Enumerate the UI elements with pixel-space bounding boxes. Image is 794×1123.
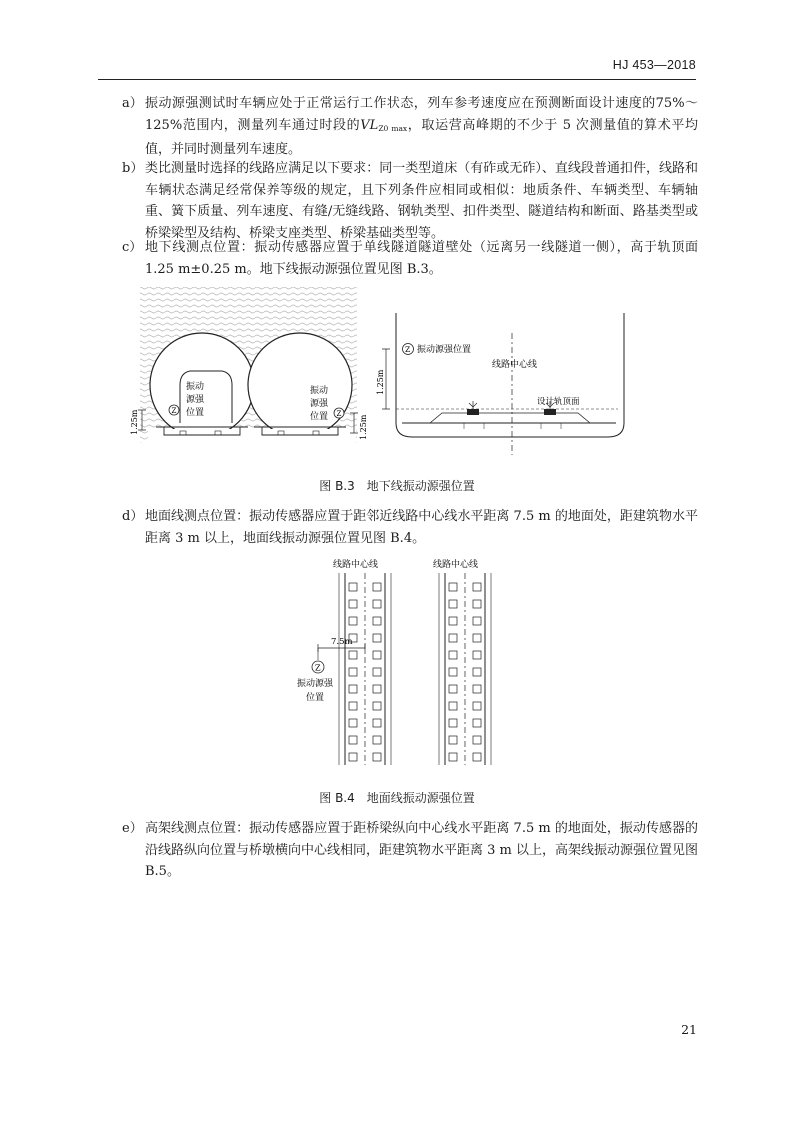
running-header: HJ 453—2018 bbox=[612, 58, 696, 72]
tunnel-wall bbox=[396, 313, 624, 437]
figure-b3-caption: 图 B.3 地下线振动源强位置 bbox=[319, 479, 475, 493]
figure-b3 bbox=[120, 285, 640, 455]
sleeper bbox=[373, 583, 381, 591]
list-item-e bbox=[122, 818, 698, 883]
item-label: c） bbox=[122, 240, 143, 255]
sleeper bbox=[473, 719, 481, 727]
right-label-line: 位置 bbox=[310, 412, 329, 422]
list-item-d bbox=[122, 506, 698, 549]
sleeper bbox=[473, 668, 481, 676]
sleeper bbox=[349, 583, 357, 591]
rail-top-label: 设计轨顶面 bbox=[537, 397, 580, 407]
figure-b4-caption: 图 B.4 地面线振动源强位置 bbox=[319, 791, 475, 805]
sleeper bbox=[473, 583, 481, 591]
item-text: 地下线测点位置：振动传感器应置于单线隧道隧道壁处（远离另一线隧道一侧），高于轨顶面 1.25 m±0.25 m。地下线振动源强位置见图 B.3。 bbox=[145, 240, 698, 277]
sensor-glyph: Z bbox=[405, 345, 411, 354]
sleeper bbox=[349, 702, 357, 710]
sleeper bbox=[349, 685, 357, 693]
list-item-b bbox=[122, 158, 698, 244]
sleeper bbox=[473, 651, 481, 659]
sleeper bbox=[373, 753, 381, 761]
sleeper bbox=[449, 651, 457, 659]
right-label-line: 振动 bbox=[310, 386, 329, 396]
dim-vertical: 1.25m bbox=[376, 369, 385, 395]
sleeper bbox=[349, 651, 357, 659]
sleeper bbox=[449, 736, 457, 744]
sleeper bbox=[449, 685, 457, 693]
dim-7-5m: 7.5m bbox=[331, 637, 353, 647]
figure-b4 bbox=[285, 555, 505, 770]
sleeper bbox=[373, 719, 381, 727]
sleeper bbox=[349, 668, 357, 676]
variable-subscript: Z0 max bbox=[378, 123, 408, 133]
sleeper bbox=[373, 600, 381, 608]
sleeper bbox=[449, 668, 457, 676]
dim-right: 1.25m bbox=[359, 414, 368, 440]
item-text bbox=[122, 93, 698, 161]
sleeper bbox=[349, 753, 357, 761]
right-label-line: 源强 bbox=[310, 399, 329, 409]
variable-vl: VL bbox=[360, 117, 379, 133]
sleeper bbox=[373, 736, 381, 744]
page-number: 21 bbox=[681, 1022, 697, 1037]
left-label-line: 源强 bbox=[186, 395, 205, 405]
left-label-line: 位置 bbox=[186, 408, 205, 418]
sleeper bbox=[373, 651, 381, 659]
item-text-pre: 振动源强测试时车辆应处于正常运行工作状态，列车参考速度应在预测断面设计速度的75%～125%范围内，测量列车通过时段的 bbox=[145, 96, 698, 133]
sensor-label-line: 振动源强 bbox=[297, 679, 334, 689]
sensor-label: 振动源强位置 bbox=[417, 345, 472, 355]
tunnel-right bbox=[248, 333, 352, 437]
sleeper bbox=[373, 685, 381, 693]
dim-left: 1.25m bbox=[130, 409, 139, 435]
sleeper bbox=[473, 685, 481, 693]
sleeper bbox=[473, 702, 481, 710]
sleeper bbox=[349, 600, 357, 608]
sensor-glyph: Z bbox=[315, 663, 321, 673]
sleeper bbox=[349, 719, 357, 727]
sleeper bbox=[449, 753, 457, 761]
sleeper bbox=[473, 600, 481, 608]
sleeper bbox=[373, 634, 381, 642]
sleeper bbox=[449, 583, 457, 591]
sleeper bbox=[373, 702, 381, 710]
sleeper bbox=[449, 617, 457, 625]
sensor-glyph: Z bbox=[171, 407, 177, 415]
sleeper bbox=[473, 753, 481, 761]
sensor-glyph: Z bbox=[336, 410, 342, 418]
item-text: 地面线测点位置：振动传感器应置于距邻近线路中心线水平距离 7.5 m 的地面处，距建筑物水平距离 3 m 以上，地面线振动源强位置见图 B.4。 bbox=[145, 509, 698, 546]
list-item-a bbox=[122, 93, 698, 161]
sleeper bbox=[349, 736, 357, 744]
sleeper bbox=[473, 736, 481, 744]
sleeper bbox=[449, 634, 457, 642]
sleeper bbox=[449, 719, 457, 727]
left-label-line: 振动 bbox=[186, 382, 205, 392]
sleeper bbox=[449, 702, 457, 710]
item-label: b） bbox=[122, 161, 144, 176]
list-item-c bbox=[122, 237, 698, 280]
item-label: a） bbox=[122, 96, 143, 111]
item-text: 高架线测点位置：振动传感器应置于距桥梁纵向中心线水平距离 7.5 m 的地面处，振动传感器的沿线路纵向位置与桥墩横向中心线相同，距建筑物水平距离 3 m 以上，高架线振动源强位置见图 B.5。 bbox=[145, 821, 698, 879]
item-label: d） bbox=[122, 509, 144, 524]
sleeper bbox=[373, 668, 381, 676]
header-rule bbox=[98, 79, 696, 80]
centerline-label: 线路中心线 bbox=[492, 360, 538, 370]
sleeper bbox=[349, 617, 357, 625]
item-label: e） bbox=[122, 821, 143, 836]
sleeper bbox=[373, 617, 381, 625]
sleeper bbox=[473, 617, 481, 625]
sleeper bbox=[449, 600, 457, 608]
item-text: 类比测量时选择的线路应满足以下要求：同一类型道床（有砟或无砟）、直线段普通扣件，线路和车辆状态满足经常保养等级的规定，且下列条件应相同或相似：地质条件、车辆类型、车辆轴重、簧下质量、列车速度、有缝/无缝线路、钢轨类型、扣件类型、隧道结构和断面、路基类型或桥梁梁型及结构、桥梁支座类型、桥梁基础类型等。 bbox=[145, 161, 698, 241]
centerline-label-1: 线路中心线 bbox=[333, 560, 379, 570]
item-text-post: ，取运营高峰期的不少于 5 次测量值的算术平均值，并同时测量列车速度。 bbox=[145, 117, 698, 157]
sensor-label-line: 位置 bbox=[306, 693, 325, 703]
centerline-label-2: 线路中心线 bbox=[433, 560, 479, 570]
sleeper bbox=[473, 634, 481, 642]
